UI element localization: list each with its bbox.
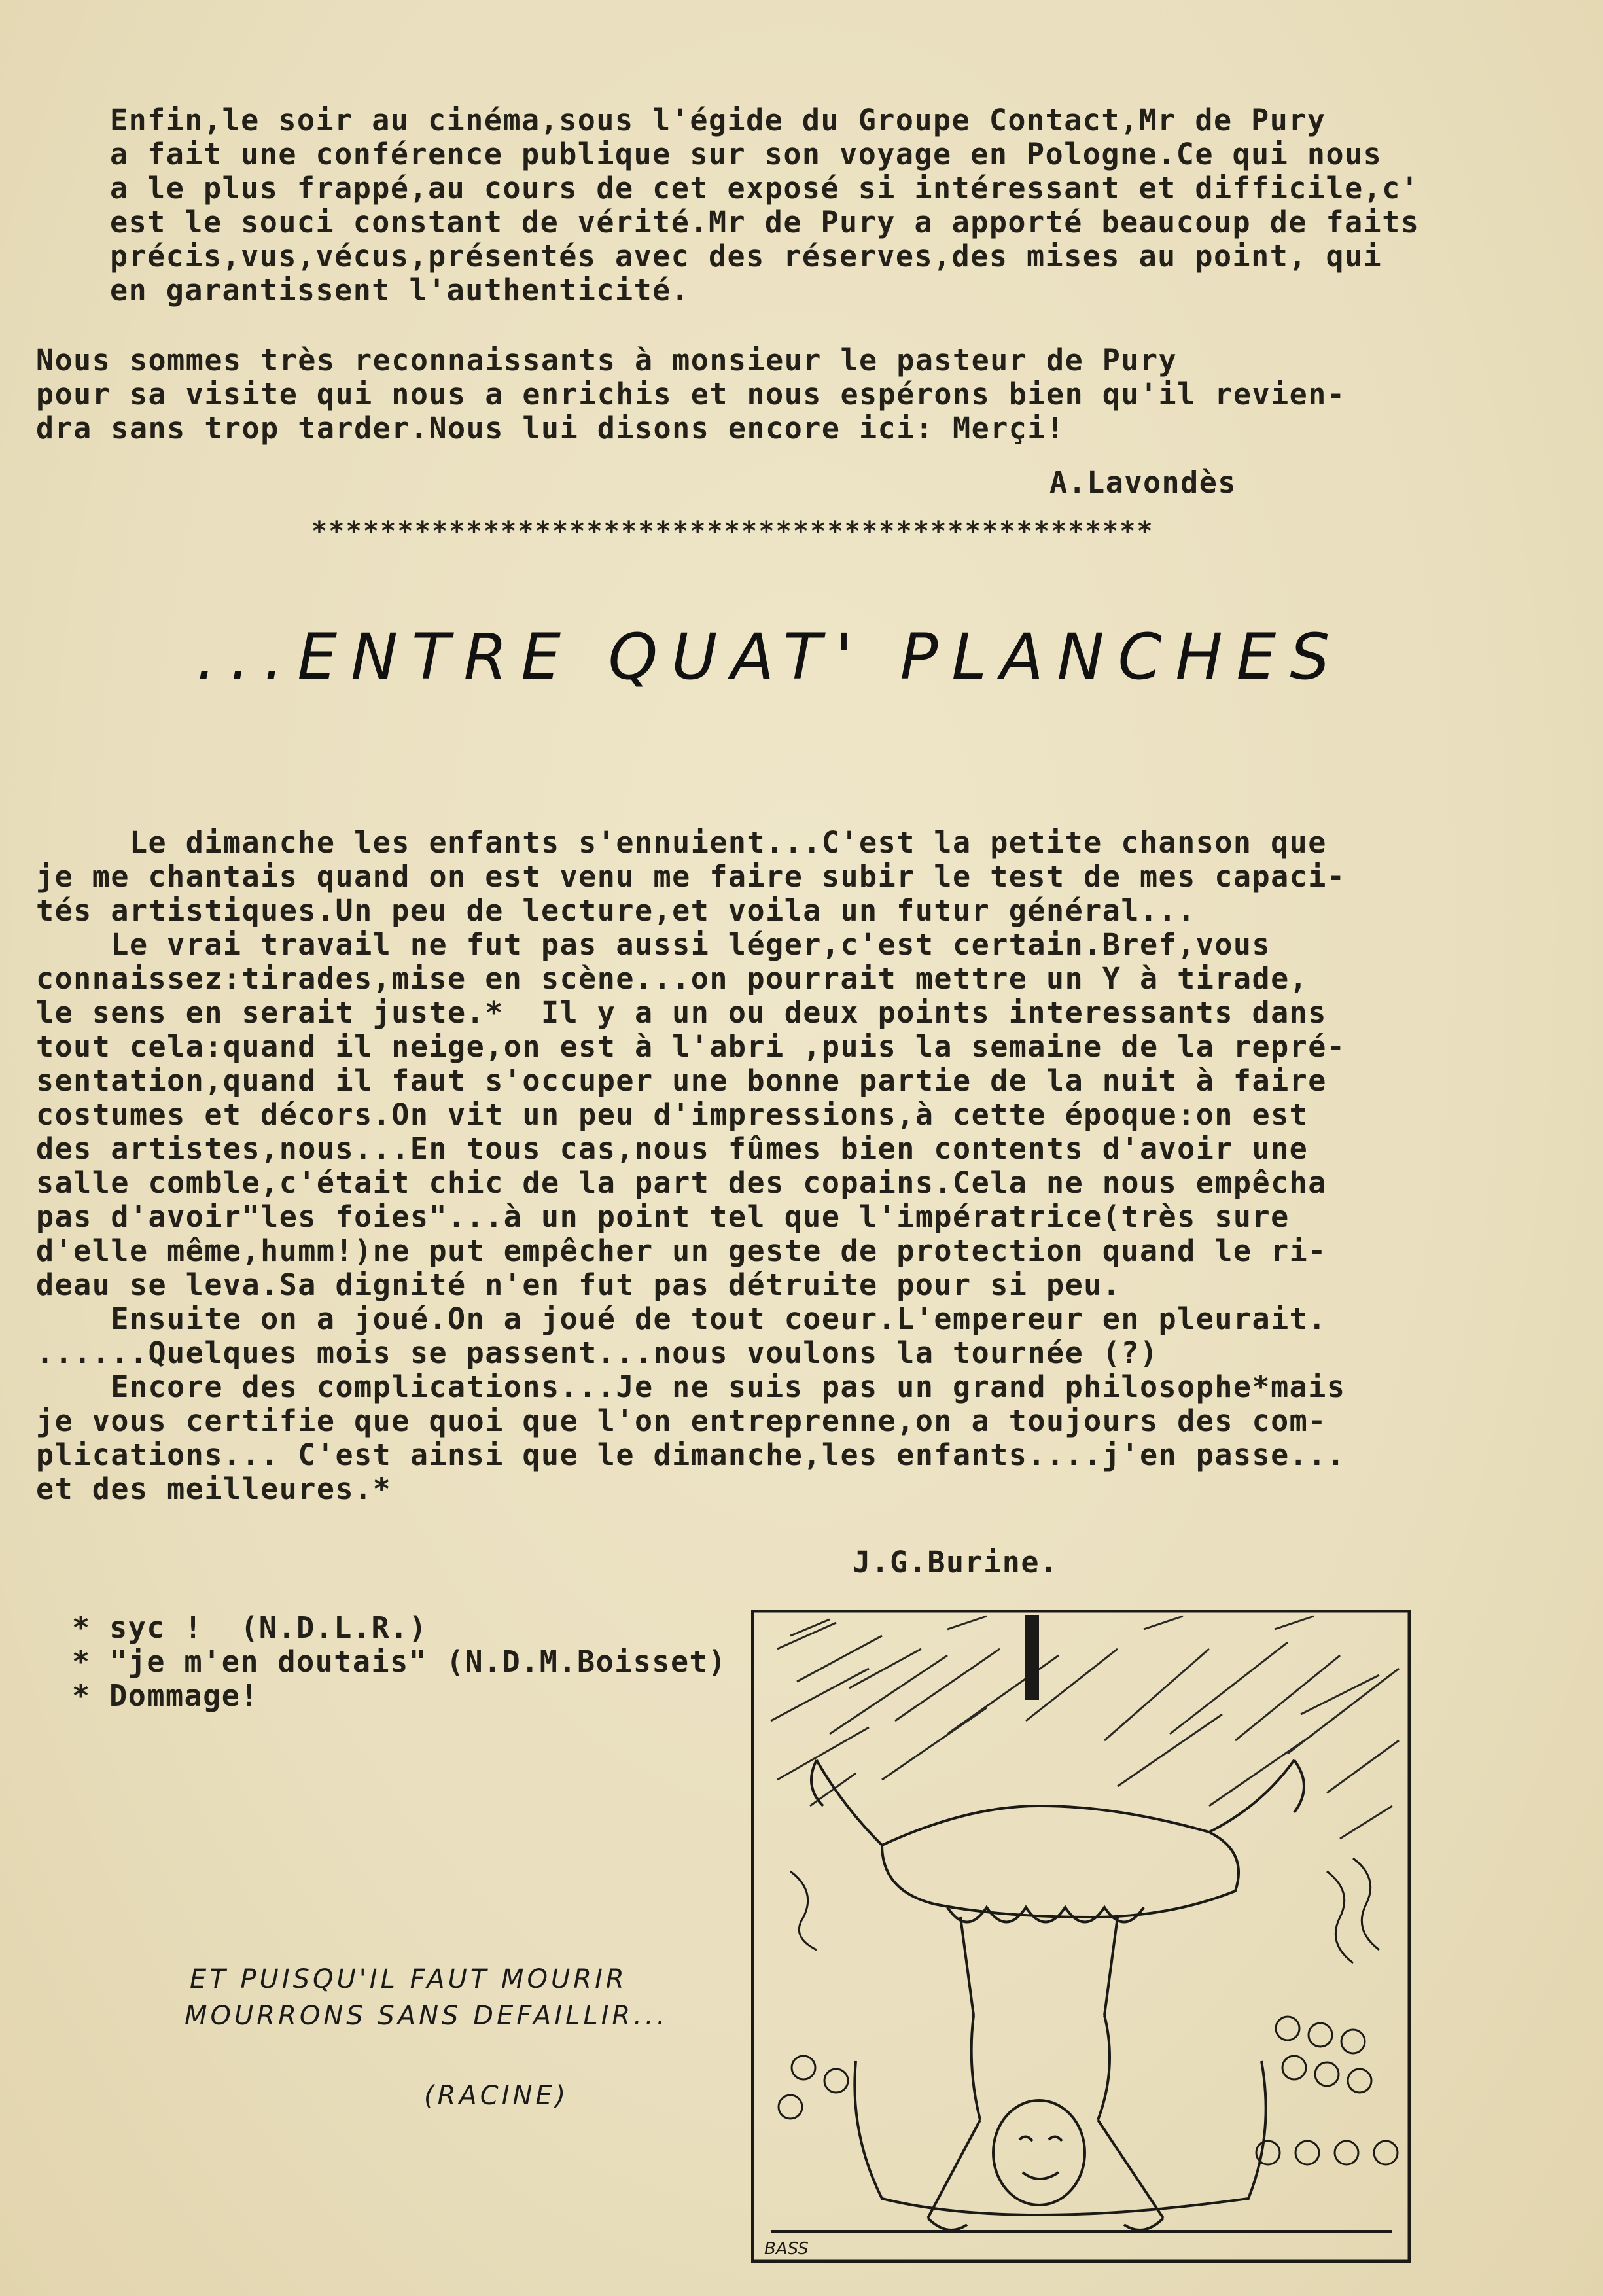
caption-attribution: (RACINE) (424, 2081, 569, 2111)
signature-burine: J.G.Burine. (853, 1545, 1059, 1580)
caption-line-1: ET PUISQU'IL FAUT MOURIR (190, 1964, 627, 1994)
article-body: Le dimanche les enfants s'ennuient...C'est la petite chanson que je me chantais quand on est venu me faire subir le test de mes capaci- tés artistiques.Un peu de lecture,et voila un futur général... Le vrai travail ne fut pas aussi léger,c'est certain.Bref,vous connaissez:tirades,mise en scène...on pourrait mettre un Y à tirade, le sens en serait juste.* Il y a un ou deux points interessants dans tout cela:quand il neige,on est à l'abri ,puis la semaine de la repré- sentation,quand il faut s'occuper une bonne partie de la nuit à faire costumes et décors.On vit un peu d'impressions,à cette époque:on est des artistes,nous...En tous cas,nous fûmes bien contents d'avoir une salle comble,c'était chic de la part des copains.Cela ne nous empêcha pas d'avoir"les foies"...à un point tel que l'impératrice(très sure d'elle même,humm!)ne put empêcher un geste de protection quand le ri- deau se leva.Sa dignité n'en fut pas détruite pour si peu. Ensuite on a joué.On a joué de tout coeur.L'empereur en pleurait. ......Quelques mois se passent...nous voulons la tournée (?) Encore des complications...Je ne suis pas un grand philosophe*mais je vous certifie que quoi que l'on entreprenne,on a toujours des com- plications... C'est ainsi que le dimanche,les enfants....j'en passe... et des meilleures.* (36, 825, 1346, 1506)
sword-blade (1025, 1615, 1039, 1700)
article-title: ...ENTRE QUAT' PLANCHES (196, 620, 1344, 694)
caption-line-2: MOURRONS SANS DEFAILLIR... (185, 2001, 669, 2031)
article-paragraph-thanks: Nous sommes très reconnaissants à monsieur le pasteur de Pury pour sa visite qui nous a enrichis et nous espérons bien qu'il revien- dra sans trop tarder.Nous lui disons encore ici: Merçi! (36, 343, 1346, 446)
separator-stars: ************************************************* (311, 516, 1154, 546)
rain-hatching (771, 1616, 1399, 1839)
cartoon-illustration (751, 1610, 1412, 2264)
smoke-swirls (790, 1858, 1379, 1963)
signature-lavondes: A.Lavondès (1049, 465, 1237, 500)
illustration-signature: BASS (764, 2239, 809, 2259)
audience-circles (779, 2017, 1398, 2164)
article-paragraph-conference: Enfin,le soir au cinéma,sous l'égide du Groupe Contact,Mr de Pury a fait une conférence publique sur son voyage en Pologne.Ce qui nous a le plus frappé,au cours de cet exposé si intéressant et difficile,c' est le souci constant de vérité.Mr de Pury a apporté beaucoup de faits précis,vus,vécus,présentés avec des réserves,des mises au point, qui en garantissent l'authenticité. (110, 103, 1420, 308)
footnotes: * syc ! (N.D.L.R.) * "je m'en doutais" (N.D.M.Boisset) * Dommage! (72, 1610, 727, 1713)
